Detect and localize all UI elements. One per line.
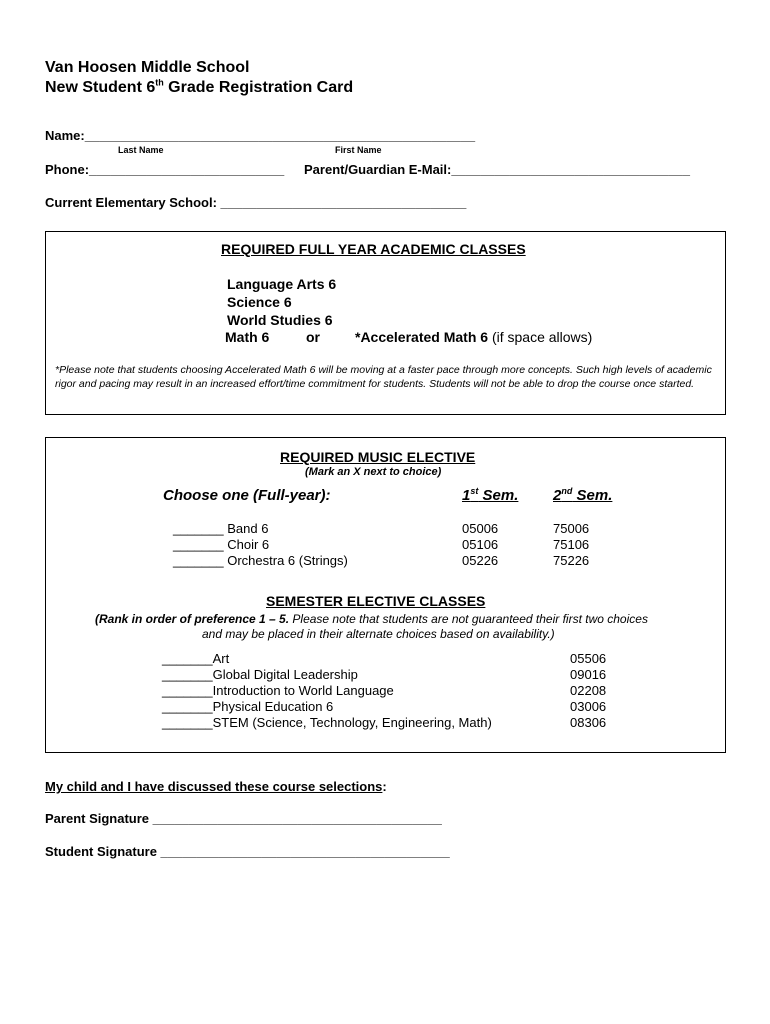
elementary-school-field[interactable]: Current Elementary School: __________________________________: [45, 195, 467, 210]
music-choice[interactable]: _______ Choir 6: [173, 537, 270, 552]
academic-class: World Studies 6: [227, 312, 333, 328]
music-code-sem1: 05106: [462, 537, 499, 552]
sem2-num: 2: [553, 487, 562, 504]
semester-heading: SEMESTER ELECTIVE CLASSES: [266, 593, 486, 609]
last-name-caption: Last Name: [118, 145, 164, 155]
card-title-suffix: Grade Registration Card: [163, 79, 354, 96]
sem1-num: 1: [462, 487, 471, 504]
academic-class: Science 6: [227, 294, 292, 310]
accelerated-math-option: [355, 329, 592, 345]
discussed-text: My child and I have discussed these course selections: [45, 779, 383, 794]
semester-rank-bold: (Rank in order of preference 1 – 5.: [95, 612, 290, 626]
semester-code: 08306: [570, 715, 607, 730]
academic-class: Language Arts 6: [227, 276, 337, 292]
card-title-sup: th: [155, 77, 164, 88]
first-name-caption: First Name: [335, 145, 382, 155]
semester-rank-rest: Please note that students are not guaranteed their first two choices: [289, 612, 648, 626]
semester-choice[interactable]: _______Art: [162, 651, 230, 666]
semester-choice[interactable]: _______Physical Education 6: [162, 699, 334, 714]
semester-choice[interactable]: _______STEM (Science, Technology, Engineering, Math): [162, 715, 492, 730]
semester-rank-line2: and may be placed in their alternate choices based on availability.): [202, 627, 555, 641]
student-signature-field[interactable]: Student Signature ________________________________________: [45, 844, 450, 859]
first-semester-header: [462, 487, 518, 504]
discussed-colon: :: [382, 779, 387, 794]
music-choice[interactable]: _______ Orchestra 6 (Strings): [173, 553, 348, 568]
phone-field[interactable]: Phone:___________________________: [45, 162, 285, 177]
card-title-prefix: New Student 6: [45, 79, 156, 96]
second-semester-header: [553, 487, 612, 504]
name-field[interactable]: Name:______________________________________________________: [45, 128, 476, 143]
card-title: [45, 78, 353, 98]
music-subheading: (Mark an X next to choice): [305, 466, 442, 478]
semester-code: 09016: [570, 667, 607, 682]
math-or: or: [306, 329, 320, 345]
academic-heading: REQUIRED FULL YEAR ACADEMIC CLASSES: [221, 241, 526, 257]
semester-code: 03006: [570, 699, 607, 714]
music-code-sem2: 75106: [553, 537, 590, 552]
sem2-sup: nd: [561, 486, 573, 496]
email-field[interactable]: Parent/Guardian E-Mail:_________________________________: [304, 162, 690, 177]
music-code-sem1: 05006: [462, 521, 499, 536]
sem1-suffix: Sem.: [478, 487, 519, 504]
semester-code: 02208: [570, 683, 607, 698]
music-heading: REQUIRED MUSIC ELECTIVE: [280, 449, 476, 465]
sem2-suffix: Sem.: [572, 487, 613, 504]
semester-code: 05506: [570, 651, 607, 666]
semester-choice[interactable]: _______Introduction to World Language: [162, 683, 394, 698]
semester-rank-line1: [95, 612, 648, 626]
math-6-option: Math 6: [225, 329, 270, 345]
accelerated-math-label: *Accelerated Math 6: [355, 329, 489, 345]
semester-choice[interactable]: _______Global Digital Leadership: [162, 667, 358, 682]
music-code-sem2: 75006: [553, 521, 590, 536]
accelerated-math-disclaimer: *Please note that students choosing Accelerated Math 6 will be moving at a faster pace through more concepts. Such high levels of academic rigor and pacing may result in an increased effort/time commitment for students. Students will not be able to drop the course once started.: [55, 364, 712, 390]
discussed-statement: [45, 779, 387, 794]
accelerated-math-note: (if space allows): [488, 329, 593, 345]
choose-one-label: Choose one (Full-year):: [163, 487, 331, 504]
music-choice[interactable]: _______ Band 6: [173, 521, 269, 536]
music-code-sem1: 05226: [462, 553, 499, 568]
parent-signature-field[interactable]: Parent Signature ________________________________________: [45, 811, 442, 826]
school-name: Van Hoosen Middle School: [45, 59, 250, 76]
music-code-sem2: 75226: [553, 553, 590, 568]
sem1-sup: st: [470, 486, 479, 496]
